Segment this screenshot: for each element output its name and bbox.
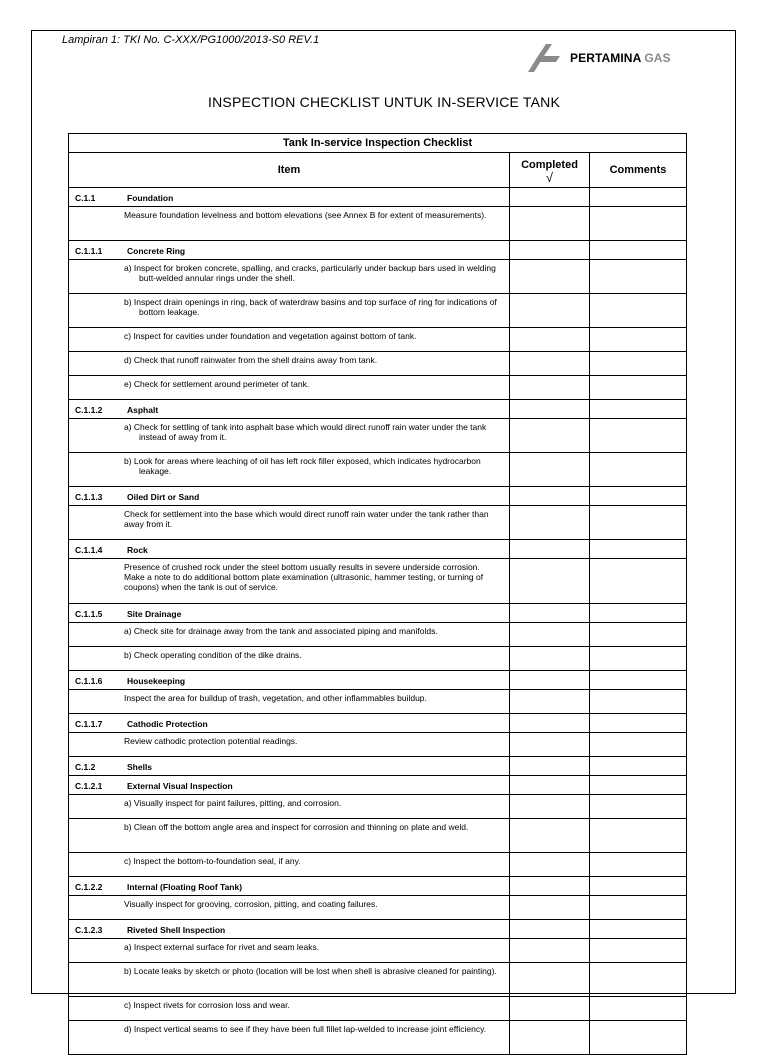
- checklist-item-row: [69, 352, 687, 376]
- comments-cell[interactable]: [590, 241, 687, 260]
- comments-cell[interactable]: [590, 776, 687, 795]
- completed-cell[interactable]: [510, 506, 590, 540]
- comments-cell[interactable]: [590, 920, 687, 939]
- company-logo: [524, 42, 694, 74]
- completed-cell[interactable]: [510, 260, 590, 294]
- comments-cell[interactable]: [590, 690, 687, 714]
- item-text: d) Check that runoff rainwater from the shell drains away from tank.: [69, 352, 510, 376]
- checklist-item-row: [69, 795, 687, 819]
- completed-cell[interactable]: [510, 757, 590, 776]
- checklist-item-row: [69, 853, 687, 877]
- item-text: Review cathodic protection potential readings.: [69, 733, 510, 757]
- comments-cell[interactable]: [590, 328, 687, 352]
- column-header-comments: Comments: [590, 153, 687, 188]
- completed-cell[interactable]: [510, 241, 590, 260]
- section-row: [69, 540, 687, 559]
- item-text: Visually inspect for grooving, corrosion, pitting, and coating failures.: [69, 896, 510, 920]
- item-text: Presence of crushed rock under the steel bottom usually results in severe underside corrosion. Make a note to do additional bottom plate examination (ultrasonic, hammer testing, or turning of coupons) when the tank is out of service.: [69, 559, 510, 604]
- section-title: Rock: [127, 545, 148, 555]
- section-row: [69, 487, 687, 506]
- section-code: C.1.2: [75, 762, 96, 772]
- checklist-item-row: [69, 1021, 687, 1055]
- comments-cell[interactable]: [590, 671, 687, 690]
- item-text: b) Look for areas where leaching of oil has left rock filler exposed, which indicates hydrocarbon leakage.: [69, 453, 510, 487]
- item-text: a) Inspect external surface for rivet and seam leaks.: [69, 939, 510, 963]
- section-row: [69, 671, 687, 690]
- item-text: a) Visually inspect for paint failures, pitting, and corrosion.: [69, 795, 510, 819]
- comments-cell[interactable]: [590, 896, 687, 920]
- section-row: [69, 241, 687, 260]
- completed-cell[interactable]: [510, 819, 590, 853]
- item-text: b) Inspect drain openings in ring, back of waterdraw basins and top surface of ring for indications of bottom leakage.: [69, 294, 510, 328]
- checklist-item-row: [69, 260, 687, 294]
- comments-cell[interactable]: [590, 757, 687, 776]
- section-code: C.1.1.5: [75, 609, 103, 619]
- completed-cell[interactable]: [510, 352, 590, 376]
- section-cell: [69, 714, 510, 733]
- comments-cell[interactable]: [590, 853, 687, 877]
- section-cell: [69, 540, 510, 559]
- table-caption: Tank In-service Inspection Checklist: [69, 134, 687, 153]
- item-text: e) Check for settlement around perimeter of tank.: [69, 376, 510, 400]
- section-code: C.1.1.7: [75, 719, 103, 729]
- pertamina-logo-icon: [524, 42, 564, 74]
- logo-suffix: GAS: [644, 51, 671, 65]
- section-title: Housekeeping: [127, 676, 186, 686]
- section-code: C.1.1: [75, 193, 96, 203]
- comments-cell[interactable]: [590, 188, 687, 207]
- section-code: C.1.2.2: [75, 882, 103, 892]
- item-text: c) Inspect the bottom-to-foundation seal, if any.: [69, 853, 510, 877]
- section-code: C.1.1.4: [75, 545, 103, 555]
- checklist-item-row: [69, 997, 687, 1021]
- section-cell: [69, 671, 510, 690]
- document-reference: Lampiran 1: TKI No. C-XXX/PG1000/2013-S0 REV.1: [62, 34, 320, 46]
- column-header-item: Item: [69, 153, 510, 188]
- comments-cell[interactable]: [590, 819, 687, 853]
- section-title: External Visual Inspection: [127, 781, 233, 791]
- completed-cell[interactable]: [510, 487, 590, 506]
- checklist-item-row: [69, 647, 687, 671]
- section-cell: [69, 757, 510, 776]
- completed-cell[interactable]: [510, 400, 590, 419]
- completed-cell[interactable]: [510, 604, 590, 623]
- section-cell: [69, 487, 510, 506]
- completed-cell[interactable]: [510, 540, 590, 559]
- completed-cell[interactable]: [510, 776, 590, 795]
- completed-cell[interactable]: [510, 623, 590, 647]
- comments-cell[interactable]: [590, 376, 687, 400]
- comments-cell[interactable]: [590, 1021, 687, 1055]
- completed-cell[interactable]: [510, 328, 590, 352]
- comments-cell[interactable]: [590, 647, 687, 671]
- section-title: Oiled Dirt or Sand: [127, 492, 200, 502]
- comments-cell[interactable]: [590, 795, 687, 819]
- section-code: C.1.1.1: [75, 246, 103, 256]
- comments-cell[interactable]: [590, 997, 687, 1021]
- completed-cell[interactable]: [510, 690, 590, 714]
- section-title: Concrete Ring: [127, 246, 186, 256]
- checklist-item-row: [69, 819, 687, 853]
- item-text: d) Inspect vertical seams to see if they have been full fillet lap-welded to increase joint efficiency.: [69, 1021, 510, 1055]
- completed-cell[interactable]: [510, 877, 590, 896]
- checklist-item-row: [69, 939, 687, 963]
- page-title: INSPECTION CHECKLIST UNTUK IN-SERVICE TANK: [208, 94, 560, 110]
- checklist-item-row: [69, 963, 687, 997]
- completed-cell[interactable]: [510, 419, 590, 453]
- completed-cell[interactable]: [510, 795, 590, 819]
- section-cell: [69, 241, 510, 260]
- section-row: [69, 776, 687, 795]
- table-body: [69, 188, 687, 1055]
- checklist-item-row: [69, 328, 687, 352]
- checklist-item-row: [69, 506, 687, 540]
- item-text: b) Clean off the bottom angle area and inspect for corrosion and thinning on plate and weld.: [69, 819, 510, 853]
- comments-cell[interactable]: [590, 939, 687, 963]
- comments-cell[interactable]: [590, 453, 687, 487]
- section-row: [69, 714, 687, 733]
- section-title: Riveted Shell Inspection: [127, 925, 226, 935]
- item-text: a) Inspect for broken concrete, spalling, and cracks, particularly under backup bars used in welding butt-welded annular rings under the shell.: [69, 260, 510, 294]
- section-row: [69, 604, 687, 623]
- item-text: Check for settlement into the base which would direct runoff rain water under the tank rather than away from it.: [69, 506, 510, 540]
- completed-cell[interactable]: [510, 559, 590, 604]
- comments-cell[interactable]: [590, 400, 687, 419]
- logo-name: PERTAMINA: [570, 51, 641, 65]
- section-cell: [69, 400, 510, 419]
- checklist-item-row: [69, 419, 687, 453]
- comments-cell[interactable]: [590, 623, 687, 647]
- completed-cell[interactable]: [510, 963, 590, 997]
- comments-cell[interactable]: [590, 604, 687, 623]
- item-text: Inspect the area for buildup of trash, vegetation, and other inflammables buildup.: [69, 690, 510, 714]
- comments-cell[interactable]: [590, 487, 687, 506]
- column-header-completed: [510, 153, 590, 188]
- section-row: [69, 188, 687, 207]
- section-cell: [69, 877, 510, 896]
- item-text: c) Inspect for cavities under foundation and vegetation against bottom of tank.: [69, 328, 510, 352]
- completed-cell[interactable]: [510, 188, 590, 207]
- checklist-item-row: [69, 690, 687, 714]
- section-code: C.1.1.3: [75, 492, 103, 502]
- section-row: [69, 400, 687, 419]
- section-cell: [69, 920, 510, 939]
- comments-cell[interactable]: [590, 540, 687, 559]
- checklist-item-row: [69, 623, 687, 647]
- section-cell: [69, 604, 510, 623]
- completed-cell[interactable]: [510, 896, 590, 920]
- completed-label: Completed: [521, 158, 578, 171]
- comments-cell[interactable]: [590, 260, 687, 294]
- comments-cell[interactable]: [590, 877, 687, 896]
- logo-wordmark: [570, 51, 671, 65]
- section-row: [69, 757, 687, 776]
- comments-cell[interactable]: [590, 207, 687, 241]
- section-title: Shells: [127, 762, 153, 772]
- section-row: [69, 877, 687, 896]
- checklist-item-row: [69, 376, 687, 400]
- item-text: Measure foundation levelness and bottom elevations (see Annex B for extent of measurements).: [69, 207, 510, 241]
- completed-cell[interactable]: [510, 920, 590, 939]
- section-title: Foundation: [127, 193, 174, 203]
- inspection-checklist-table: [68, 133, 687, 1055]
- checklist-item-row: [69, 294, 687, 328]
- checklist-item-row: [69, 733, 687, 757]
- completed-cell[interactable]: [510, 714, 590, 733]
- section-title: Cathodic Protection: [127, 719, 208, 729]
- completed-cell[interactable]: [510, 294, 590, 328]
- comments-cell[interactable]: [590, 294, 687, 328]
- section-cell: [69, 776, 510, 795]
- item-text: b) Check operating condition of the dike drains.: [69, 647, 510, 671]
- check-mark-icon: √: [545, 169, 554, 185]
- section-code: C.1.1.6: [75, 676, 103, 686]
- comments-cell[interactable]: [590, 963, 687, 997]
- completed-cell[interactable]: [510, 733, 590, 757]
- comments-cell[interactable]: [590, 419, 687, 453]
- checklist-item-row: [69, 896, 687, 920]
- section-title: Asphalt: [127, 405, 159, 415]
- comments-cell[interactable]: [590, 506, 687, 540]
- item-text: c) Inspect rivets for corrosion loss and wear.: [69, 997, 510, 1021]
- completed-cell[interactable]: [510, 376, 590, 400]
- completed-cell[interactable]: [510, 1021, 590, 1055]
- comments-cell[interactable]: [590, 733, 687, 757]
- completed-cell[interactable]: [510, 207, 590, 241]
- item-text: a) Check site for drainage away from the tank and associated piping and manifolds.: [69, 623, 510, 647]
- section-cell: [69, 188, 510, 207]
- section-title: Internal (Floating Roof Tank): [127, 882, 243, 892]
- section-row: [69, 920, 687, 939]
- section-code: C.1.2.3: [75, 925, 103, 935]
- completed-cell[interactable]: [510, 997, 590, 1021]
- completed-cell[interactable]: [510, 453, 590, 487]
- checklist-item-row: [69, 207, 687, 241]
- section-code: C.1.2.1: [75, 781, 103, 791]
- comments-cell[interactable]: [590, 352, 687, 376]
- completed-cell[interactable]: [510, 671, 590, 690]
- section-title: Site Drainage: [127, 609, 182, 619]
- item-text: a) Check for settling of tank into asphalt base which would direct runoff rain water under the tank instead of away from it.: [69, 419, 510, 453]
- completed-cell[interactable]: [510, 853, 590, 877]
- checklist-item-row: [69, 559, 687, 604]
- section-code: C.1.1.2: [75, 405, 103, 415]
- comments-cell[interactable]: [590, 714, 687, 733]
- completed-cell[interactable]: [510, 939, 590, 963]
- item-text: b) Locate leaks by sketch or photo (location will be lost when shell is abrasive cleaned for painting).: [69, 963, 510, 997]
- checklist-item-row: [69, 453, 687, 487]
- completed-cell[interactable]: [510, 647, 590, 671]
- comments-cell[interactable]: [590, 559, 687, 604]
